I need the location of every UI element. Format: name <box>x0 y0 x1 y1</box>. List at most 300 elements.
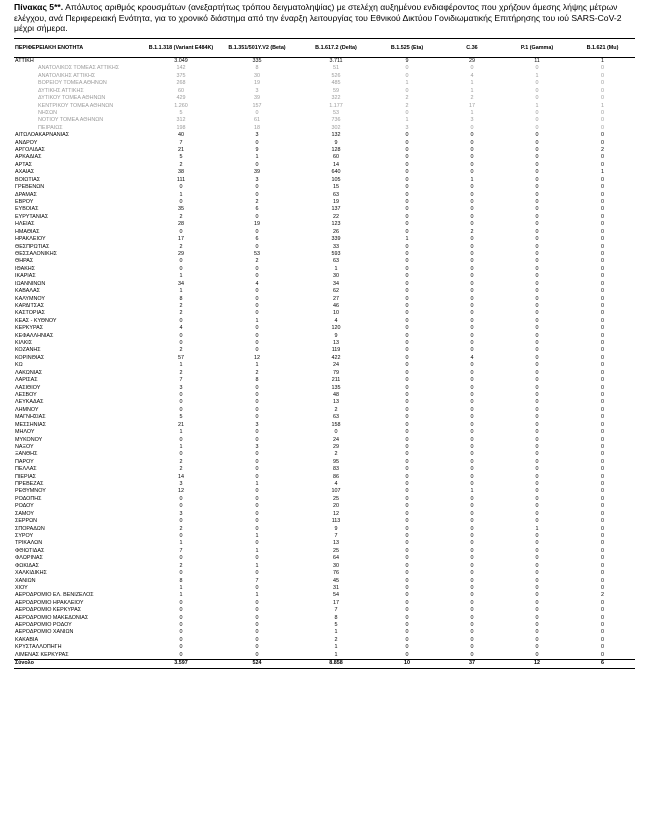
count-cell: 0 <box>535 199 539 206</box>
count-cell: 14 <box>333 161 339 168</box>
count-cell: 0 <box>535 347 539 354</box>
count-cell: 0 <box>470 340 474 347</box>
table-row <box>14 377 635 384</box>
count-cell: 0 <box>535 310 539 317</box>
count-cell: 0 <box>405 87 409 94</box>
count-cell: 0 <box>179 570 183 577</box>
col-header-b11318: B.1.1.318 (Variant E484K) <box>146 39 216 58</box>
count-cell: 0 <box>601 95 604 102</box>
count-cell: 0 <box>535 533 539 539</box>
count-cell: 736 <box>331 117 341 124</box>
table-row <box>14 184 635 191</box>
count-cell: 0 <box>601 191 604 198</box>
count-cell: 30 <box>333 562 339 569</box>
count-cell: 1 <box>255 154 259 161</box>
count-cell: 29 <box>469 58 475 64</box>
count-cell: 24 <box>333 436 339 443</box>
count-cell: 0 <box>535 555 539 562</box>
count-cell: 526 <box>331 72 341 79</box>
count-cell: 1 <box>255 592 259 599</box>
count-cell: 0 <box>535 265 539 272</box>
region-name: ΛΕΣΒΟΥ <box>15 391 37 398</box>
region-name: ΡΕΘΥΜΝΟΥ <box>15 488 46 495</box>
count-cell: 45 <box>333 577 339 584</box>
variants-table <box>14 38 635 669</box>
count-cell: 0 <box>405 191 409 198</box>
region-name: ΣΑΜΟΥ <box>15 510 35 517</box>
table-row <box>14 392 635 399</box>
count-cell: 0 <box>405 347 409 354</box>
count-cell: 3 <box>405 124 409 131</box>
count-cell: 0 <box>405 221 409 228</box>
count-cell: 1 <box>405 80 409 87</box>
count-cell: 29 <box>178 250 184 257</box>
count-cell: 0 <box>255 243 259 250</box>
count-cell: 4 <box>179 325 183 332</box>
count-cell: 137 <box>331 206 341 213</box>
count-cell: 0 <box>405 644 409 651</box>
count-cell: 1 <box>179 429 183 436</box>
count-cell: 0 <box>255 340 259 347</box>
table-subrow <box>14 103 635 110</box>
count-cell: 0 <box>405 169 409 176</box>
count-cell: 0 <box>601 117 604 124</box>
count-cell: 2 <box>179 243 183 250</box>
count-cell: 0 <box>601 377 604 384</box>
count-cell: 0 <box>601 354 604 361</box>
count-cell: 0 <box>470 184 474 191</box>
count-cell: 1 <box>179 592 183 599</box>
table-row <box>14 637 635 644</box>
count-cell: 0 <box>255 555 259 562</box>
table-row <box>14 140 635 147</box>
count-cell: 0 <box>601 317 604 324</box>
region-name: ΕΥΒΟΙΑΣ <box>15 206 39 213</box>
count-cell: 0 <box>601 228 604 235</box>
total-cell: 524 <box>216 660 298 669</box>
count-cell: 0 <box>179 228 183 235</box>
count-cell: 0 <box>405 65 409 72</box>
count-cell: 0 <box>255 607 259 614</box>
count-cell: 7 <box>255 577 259 584</box>
table-row <box>14 518 635 525</box>
count-cell: 0 <box>535 510 539 517</box>
count-cell: 0 <box>470 503 474 510</box>
region-name: ΔΥΤΙΚΟΥ ΤΟΜΕΑ ΑΘΗΝΩΝ <box>38 95 106 102</box>
count-cell: 0 <box>405 384 409 391</box>
count-cell: 2 <box>405 102 409 109</box>
count-cell: 3 <box>255 132 259 139</box>
table-row <box>14 585 635 592</box>
count-cell: 1 <box>255 481 259 488</box>
count-cell: 1 <box>179 273 183 280</box>
count-cell: 0 <box>601 161 604 168</box>
count-cell: 0 <box>470 481 474 488</box>
count-cell: 0 <box>255 273 259 280</box>
count-cell: 2 <box>255 369 259 376</box>
region-name: ΠΕΙΡΑΙΩΣ <box>38 124 63 131</box>
count-cell: 0 <box>405 636 409 643</box>
count-cell: 302 <box>331 124 341 131</box>
count-cell: 1 <box>601 102 604 109</box>
count-cell: 2 <box>179 466 183 473</box>
region-name: ΣΠΟΡΑΔΩΝ <box>15 525 45 532</box>
count-cell: 0 <box>405 458 409 465</box>
count-cell: 0 <box>470 451 474 458</box>
count-cell: 0 <box>470 651 474 658</box>
count-cell: 0 <box>470 280 474 287</box>
table-row <box>14 451 635 458</box>
count-cell: 5 <box>179 154 183 161</box>
count-cell: 375 <box>176 72 186 79</box>
total-label: Σύνολο <box>14 660 146 669</box>
table-row <box>14 607 635 614</box>
total-cell: 37 <box>440 660 504 669</box>
count-cell: 0 <box>535 80 539 87</box>
count-cell: 9 <box>334 332 338 339</box>
count-cell: 198 <box>176 124 186 131</box>
count-cell: 0 <box>535 332 539 339</box>
count-cell: 0 <box>535 458 539 465</box>
count-cell: 0 <box>255 488 259 495</box>
count-cell: 0 <box>601 347 604 354</box>
count-cell: 0 <box>601 481 604 488</box>
count-cell: 63 <box>333 258 339 265</box>
region-name: ΚΑΛΥΜΝΟΥ <box>15 295 45 302</box>
table-row <box>14 296 635 303</box>
count-cell: 0 <box>470 570 474 577</box>
count-cell: 7 <box>334 607 338 614</box>
region-name: ΜΕΣΣΗΝΙΑΣ <box>15 421 46 428</box>
count-cell: 107 <box>331 488 341 495</box>
count-cell: 0 <box>255 302 259 309</box>
count-cell: 20 <box>333 503 339 510</box>
count-cell: 0 <box>601 495 604 502</box>
count-cell: 0 <box>470 629 474 636</box>
count-cell: 119 <box>331 347 341 354</box>
total-row <box>14 660 635 669</box>
count-cell: 0 <box>535 451 539 458</box>
count-cell: 12 <box>254 354 260 361</box>
count-cell: 0 <box>405 258 409 265</box>
table-row <box>14 652 635 660</box>
count-cell: 53 <box>333 109 339 116</box>
count-cell: 0 <box>535 325 539 332</box>
count-cell: 0 <box>601 302 604 309</box>
count-cell: 1 <box>179 191 183 198</box>
count-cell: 0 <box>601 599 604 606</box>
count-cell: 0 <box>601 154 604 161</box>
count-cell: 0 <box>179 406 183 413</box>
count-cell: 17 <box>333 599 339 606</box>
count-cell: 63 <box>333 191 339 198</box>
region-name: ΝΗΣΩΝ <box>38 109 58 116</box>
count-cell: 0 <box>405 280 409 287</box>
region-name: ΚΡΥΣΤΑΛΛΟΠΗΓΗ <box>15 644 62 651</box>
count-cell: 1 <box>334 265 338 272</box>
count-cell: 0 <box>470 510 474 517</box>
table-row <box>14 258 635 265</box>
count-cell: 24 <box>333 362 339 369</box>
region-name: ΗΛΕΙΑΣ <box>15 221 35 228</box>
count-cell: 0 <box>405 518 409 525</box>
count-cell: 0 <box>405 622 409 629</box>
count-cell: 0 <box>601 443 604 450</box>
table-row <box>14 288 635 295</box>
count-cell: 7 <box>179 547 183 554</box>
table-row <box>14 407 635 414</box>
count-cell: 0 <box>601 340 604 347</box>
count-cell: 0 <box>601 451 604 458</box>
count-cell: 0 <box>601 421 604 428</box>
region-name: ΦΛΩΡΙΝΑΣ <box>15 555 43 562</box>
region-name: ΑΤΤΙΚΗ <box>15 58 34 64</box>
region-name: ΒΟΙΩΤΙΑΣ <box>15 176 41 183</box>
count-cell: 60 <box>333 154 339 161</box>
count-cell: 0 <box>535 221 539 228</box>
count-cell: 0 <box>405 184 409 191</box>
count-cell: 0 <box>535 236 539 243</box>
count-cell: 113 <box>331 518 341 525</box>
count-cell: 0 <box>255 265 259 272</box>
count-cell: 0 <box>470 547 474 554</box>
count-cell: 2 <box>255 199 259 206</box>
count-cell: 39 <box>254 95 260 102</box>
table-row <box>14 437 635 444</box>
count-cell: 0 <box>535 161 539 168</box>
count-cell: 0 <box>255 391 259 398</box>
count-cell: 485 <box>331 80 341 87</box>
count-cell: 3 <box>179 384 183 391</box>
count-cell: 0 <box>255 384 259 391</box>
count-cell: 0 <box>601 533 604 539</box>
count-cell: 9 <box>405 58 409 64</box>
count-cell: 0 <box>255 503 259 510</box>
count-cell: 8 <box>255 65 259 72</box>
count-cell: 17 <box>178 236 184 243</box>
count-cell: 0 <box>255 109 259 116</box>
table-row <box>14 192 635 199</box>
count-cell: 5 <box>179 414 183 421</box>
count-cell: 0 <box>470 265 474 272</box>
count-cell: 0 <box>535 295 539 302</box>
count-cell: 12 <box>178 488 184 495</box>
count-cell: 2 <box>470 228 474 235</box>
count-cell: 22 <box>333 213 339 220</box>
table-row <box>14 355 635 362</box>
count-cell: 7 <box>179 377 183 384</box>
count-cell: 26 <box>333 228 339 235</box>
count-cell: 268 <box>176 80 186 87</box>
region-name: ΑΧΑΪΑΣ <box>15 169 35 176</box>
count-cell: 0 <box>405 533 409 539</box>
count-cell: 0 <box>255 570 259 577</box>
table-row <box>14 481 635 488</box>
count-cell: 0 <box>601 273 604 280</box>
count-cell: 0 <box>601 466 604 473</box>
count-cell: 0 <box>470 466 474 473</box>
count-cell: 0 <box>601 518 604 525</box>
table-subrow <box>14 80 635 87</box>
region-name: ΚΑΡΔΙΤΣΑΣ <box>15 302 45 309</box>
col-header-delta: B.1.617.2 (Delta) <box>298 39 374 58</box>
count-cell: 0 <box>334 429 338 436</box>
count-cell: 0 <box>601 80 604 87</box>
region-name: ΧΑΛΚΙΔΙΚΗΣ <box>15 570 47 577</box>
count-cell: 0 <box>535 399 539 406</box>
count-cell: 0 <box>535 429 539 436</box>
table-row <box>14 169 635 176</box>
col-header-eta: B.1.525 (Eta) <box>374 39 440 58</box>
count-cell: 61 <box>254 117 260 124</box>
count-cell: 0 <box>535 124 539 131</box>
count-cell: 0 <box>470 206 474 213</box>
region-name: ΠΡΕΒΕΖΑΣ <box>15 481 44 488</box>
count-cell: 12 <box>333 510 339 517</box>
table-row <box>14 147 635 154</box>
region-name: ΠΙΕΡΙΑΣ <box>15 473 37 480</box>
region-name: ΜΑΓΝΗΣΙΑΣ <box>15 414 46 421</box>
count-cell: 0 <box>255 473 259 480</box>
count-cell: 0 <box>601 265 604 272</box>
count-cell: 0 <box>179 451 183 458</box>
count-cell: 0 <box>601 651 604 658</box>
count-cell: 0 <box>470 577 474 584</box>
count-cell: 30 <box>254 72 260 79</box>
count-cell: 0 <box>535 228 539 235</box>
region-name: ΚΩ <box>15 362 23 369</box>
count-cell: 135 <box>331 384 341 391</box>
count-cell: 142 <box>176 65 186 72</box>
count-cell: 1 <box>179 443 183 450</box>
count-cell: 0 <box>255 139 259 146</box>
count-cell: 429 <box>176 95 186 102</box>
region-name: ΜΗΛΟΥ <box>15 429 35 436</box>
region-name: ΠΕΛΛΑΣ <box>15 466 37 473</box>
total-cell: 6 <box>570 660 635 669</box>
table-row <box>14 281 635 288</box>
count-cell: 2 <box>179 369 183 376</box>
count-cell: 5 <box>179 109 183 116</box>
count-cell: 1 <box>405 117 409 124</box>
count-cell: 0 <box>405 109 409 116</box>
count-cell: 0 <box>535 250 539 257</box>
table-row <box>14 615 635 622</box>
count-cell: 0 <box>405 614 409 621</box>
count-cell: 19 <box>333 199 339 206</box>
count-cell: 0 <box>255 213 259 220</box>
count-cell: 0 <box>601 332 604 339</box>
count-cell: 0 <box>535 629 539 636</box>
count-cell: 339 <box>331 236 341 243</box>
col-header-mu: B.1.621 (Mu) <box>570 39 635 58</box>
count-cell: 2 <box>179 213 183 220</box>
count-cell: 35 <box>178 206 184 213</box>
count-cell: 0 <box>179 622 183 629</box>
table-row <box>14 199 635 206</box>
count-cell: 0 <box>255 629 259 636</box>
count-cell: 0 <box>601 243 604 250</box>
count-cell: 0 <box>405 429 409 436</box>
count-cell: 0 <box>470 243 474 250</box>
count-cell: 2 <box>179 161 183 168</box>
count-cell: 0 <box>535 354 539 361</box>
count-cell: 51 <box>333 65 339 72</box>
table-subrow <box>14 88 635 95</box>
count-cell: 0 <box>405 406 409 413</box>
region-name: ΣΕΡΡΩΝ <box>15 518 38 525</box>
count-cell: 1 <box>535 525 539 532</box>
region-name: ΧΑΝΙΩΝ <box>15 577 36 584</box>
count-cell: 2 <box>470 95 474 102</box>
region-name: ΑΕΡΟΔΡΟΜΙΟ ΜΑΚΕΔΟΝΙΑΣ <box>15 614 89 621</box>
table-row <box>14 221 635 228</box>
count-cell: 0 <box>601 369 604 376</box>
count-cell: 0 <box>601 280 604 287</box>
count-cell: 60 <box>178 87 184 94</box>
count-cell: 0 <box>405 495 409 502</box>
col-header-region: ΠΕΡΙΦΕΡΕΙΑΚΗ ΕΝΟΤΗΤΑ <box>14 39 146 58</box>
col-header-beta: B.1.351/501Y.V2 (Beta) <box>216 39 298 58</box>
count-cell: 0 <box>535 273 539 280</box>
region-name: ΔΡΑΜΑΣ <box>15 191 37 198</box>
count-cell: 0 <box>405 332 409 339</box>
count-cell: 79 <box>333 369 339 376</box>
count-cell: 6 <box>255 236 259 243</box>
region-name: ΑΕΡΟΔΡΟΜΙΟ ΕΛ. ΒΕΝΙΖΕΛΟΣ <box>15 592 94 599</box>
count-cell: 0 <box>179 636 183 643</box>
table-row <box>14 154 635 161</box>
count-cell: 0 <box>601 221 604 228</box>
count-cell: 0 <box>601 72 604 79</box>
table-row <box>14 540 635 547</box>
count-cell: 0 <box>601 570 604 577</box>
region-name: ΕΥΡΥΤΑΝΙΑΣ <box>15 213 49 220</box>
count-cell: 4 <box>470 354 474 361</box>
region-name: ΚΙΛΚΙΣ <box>15 340 33 347</box>
table-row <box>14 399 635 406</box>
count-cell: 1 <box>334 644 338 651</box>
count-cell: 0 <box>535 154 539 161</box>
count-cell: 0 <box>405 540 409 547</box>
count-cell: 640 <box>331 169 341 176</box>
count-cell: 0 <box>601 436 604 443</box>
table-row <box>14 273 635 280</box>
region-name: ΣΥΡΟΥ <box>15 533 34 539</box>
count-cell: 0 <box>601 607 604 614</box>
count-cell: 3 <box>179 510 183 517</box>
region-name: ΛΑΣΙΘΙΟΥ <box>15 384 41 391</box>
count-cell: 422 <box>331 354 341 361</box>
region-name: ΘΕΣΣΑΛΟΝΙΚΗΣ <box>15 250 57 257</box>
count-cell: 0 <box>179 614 183 621</box>
count-cell: 0 <box>601 562 604 569</box>
count-cell: 0 <box>535 169 539 176</box>
count-cell: 0 <box>470 250 474 257</box>
count-cell: 1 <box>255 562 259 569</box>
count-cell: 0 <box>470 139 474 146</box>
region-name: ΙΩΑΝΝΙΝΩΝ <box>15 280 46 287</box>
col-header-gamma: P.1 (Gamma) <box>504 39 570 58</box>
count-cell: 0 <box>535 184 539 191</box>
table-row <box>14 214 635 221</box>
table-caption <box>14 2 636 34</box>
region-name: ΤΡΙΚΑΛΩΝ <box>15 540 43 547</box>
count-cell: 0 <box>405 265 409 272</box>
count-cell: 0 <box>255 510 259 517</box>
count-cell: 0 <box>601 288 604 295</box>
count-cell: 0 <box>601 510 604 517</box>
